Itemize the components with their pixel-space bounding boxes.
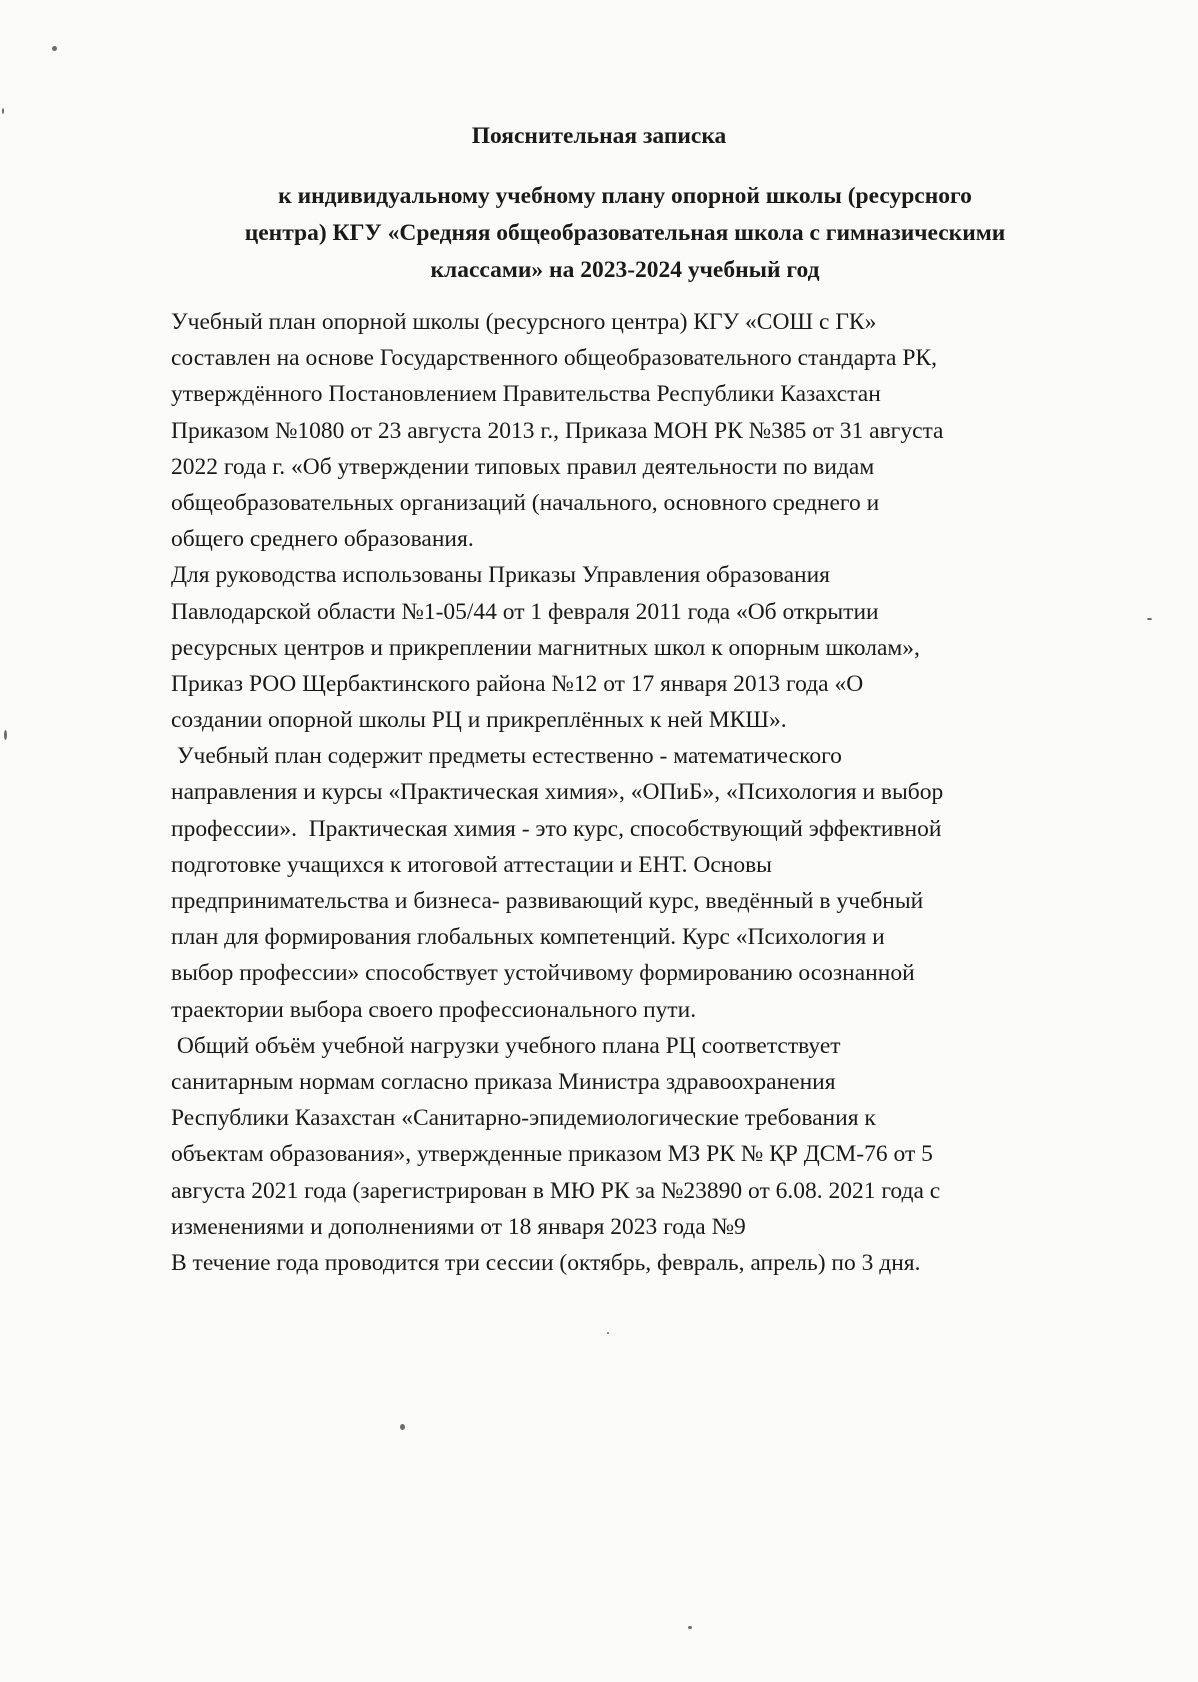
body-line: направления и курсы «Практическая химия», «ОПиБ», «Психология и выбор	[171, 779, 944, 806]
body-line: создании опорной школы РЦ и прикреплённых к ней МКШ».	[171, 707, 787, 734]
body-line: подготовке учащихся к итоговой аттестации и ЕНТ. Основы	[171, 851, 772, 878]
document-subtitle	[160, 178, 1090, 289]
body-line: Учебный план содержит предметы естественно - математического	[171, 743, 842, 770]
body-line: общеобразовательных организаций (начального, основного среднего и	[171, 489, 880, 516]
body-line: В течение года проводится три сессии (октябрь, февраль, апрель) по 3 дня.	[171, 1249, 921, 1276]
body-line: объектам образования», утвержденные приказом МЗ РК № ҚР ДСМ-76 от 5	[171, 1141, 933, 1168]
scan-speck	[4, 730, 7, 740]
scan-speck	[52, 46, 57, 51]
scan-speck	[400, 1424, 405, 1430]
body-line: ресурсных центров и прикреплении магнитных школ к опорным школам»,	[171, 634, 920, 661]
body-line: Общий объём учебной нагрузки учебного плана РЦ соответствует	[171, 1032, 841, 1059]
body-line: Учебный план опорной школы (ресурсного центра) КГУ «СОШ с ГК»	[171, 309, 877, 335]
body-line: Республики Казахстан «Санитарно-эпидемиологические требования к	[171, 1105, 876, 1132]
subtitle-line: к индивидуальному учебному плану опорной школы (ресурсного	[278, 183, 972, 209]
body-line: утверждённого Постановлением Правительства Республики Казахстан	[171, 381, 881, 408]
body-line: траектории выбора своего профессионального пути.	[171, 996, 697, 1023]
body-line: составлен на основе Государственного общеобразовательного стандарта РК,	[171, 345, 937, 372]
body-line: общего среднего образования.	[171, 526, 474, 553]
body-line: Павлодарской области №1-05/44 от 1 февраля 2011 года «Об открытии	[171, 598, 879, 625]
body-line: выбор профессии» способствует устойчивому формированию осознанной	[171, 960, 915, 987]
body-line: 2022 года г. «Об утверждении типовых правил деятельности по видам	[171, 453, 875, 480]
body-line: Приказом №1080 от 23 августа 2013 г., Приказа МОН РК №385 от 31 августа	[171, 417, 944, 444]
body-line: санитарным нормам согласно приказа Министра здравоохранения	[171, 1068, 836, 1095]
scan-speck	[1147, 618, 1152, 620]
body-line: профессии». Практическая химия - это курс, способствующий эффективной	[171, 815, 942, 842]
body-line: изменениями и дополнениями от 18 января 2023 года №9	[171, 1213, 746, 1240]
document-title: Пояснительная записка	[471, 123, 727, 149]
scan-speck	[688, 1626, 692, 1629]
body-line: августа 2021 года (зарегистрирован в МЮ РК за №23890 от 6.08. 2021 года с	[171, 1177, 941, 1204]
scan-speck	[2, 108, 4, 114]
body-line: предпринимательства и бизнеса- развивающий курс, введённый в учебный	[171, 888, 924, 914]
document-body	[171, 304, 1101, 1281]
subtitle-line: центра) КГУ «Средняя общеобразовательная школа с гимназическими	[244, 220, 1006, 246]
body-line: Приказ РОО Щербактинского района №12 от 17 января 2013 года «О	[171, 670, 864, 697]
body-line: план для формирования глобальных компетенций. Курс «Психология и	[171, 924, 885, 951]
scan-speck	[607, 1332, 609, 1334]
body-line: Для руководства использованы Приказы Управления образования	[171, 562, 830, 589]
subtitle-line: классами» на 2023-2024 учебный год	[430, 257, 820, 283]
